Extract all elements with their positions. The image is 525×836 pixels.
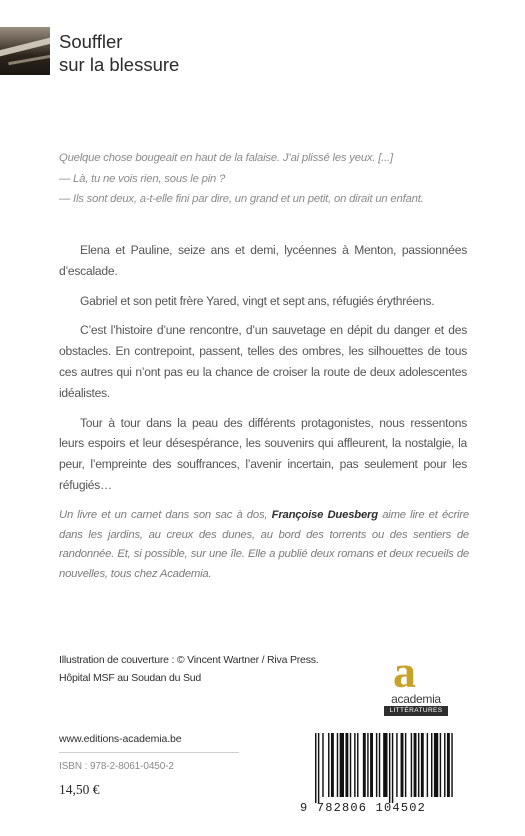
barcode-bar — [421, 733, 424, 797]
barcode-bar — [367, 733, 368, 797]
blurb-paragraph-4: Tour à tour dans la peau des différents protagonistes, nous ressentons leurs espoirs et leur désespérance, les souvenirs qui affleurent, la nostalgie, la peur, l’empreinte des souffrances, l’avenir incertain, pas seulement pour les réfugiés… — [59, 415, 467, 492]
barcode-bar — [392, 733, 393, 803]
publisher-website: www.editions-academia.be — [59, 733, 182, 745]
barcode-bar — [401, 733, 404, 797]
barcode-bar — [345, 733, 348, 797]
barcode-bar — [389, 733, 390, 803]
barcode-bar — [376, 733, 377, 797]
barcode-image — [313, 733, 455, 803]
barcode-bar — [414, 733, 417, 797]
blurb — [59, 240, 467, 505]
barcode-bar — [331, 733, 334, 797]
publisher-logo — [381, 646, 451, 717]
title-line-2: sur la blessure — [59, 54, 180, 75]
excerpt-quote — [59, 148, 459, 210]
logo-subtitle: LITTÉRATURES — [384, 706, 448, 716]
credit-line-2: Hôpital MSF au Soudan du Sud — [59, 671, 202, 684]
barcode-bar — [322, 733, 323, 797]
author-bio-rest: aime lire et écrire dans les jardins, au creux des dunes, au bord des torrents ou des sentiers de randonnée. Et, si possible, sur une île. Elle a publié deux romans et deux recueils de nouvelles, tous chez Academia. — [59, 509, 469, 580]
cover-thumbnail-image — [0, 27, 50, 75]
author-bio-intro: Un livre et un carnet dans son sac à dos, — [59, 509, 272, 521]
title-line-1: Souffler — [59, 31, 123, 52]
blurb-paragraph-2: Gabriel et son petit frère Yared, vingt et sept ans, réfugiés érythréens. — [80, 293, 435, 308]
logo-letter: a — [393, 646, 416, 697]
quote-line-3: — Ils sont deux, a-t-elle fini par dire, un grand et un petit, on dirait un enfant. — [59, 193, 424, 205]
barcode-bar — [447, 733, 450, 797]
logo-word: academia — [391, 692, 441, 706]
cover-credits — [59, 652, 359, 687]
isbn: ISBN : 978-2-8061-0450-2 — [59, 761, 174, 772]
barcode-bar — [350, 733, 351, 797]
price: 14,50 € — [59, 782, 100, 797]
barcode-bar — [451, 733, 452, 797]
barcode-bar — [444, 733, 445, 797]
barcode-bar — [418, 733, 419, 797]
author-name: Françoise Duesberg — [271, 509, 378, 521]
quote-line-1: Quelque chose bougeait en haut de la falaise. J’ai plissé les yeux. [...] — [59, 152, 393, 164]
barcode-bar — [328, 733, 329, 797]
barcode-bar — [318, 733, 319, 803]
barcode-bar — [440, 733, 441, 797]
barcode-bar — [383, 733, 387, 797]
barcode-bar — [431, 733, 432, 797]
barcode-bar — [405, 733, 406, 797]
barcode-bar — [354, 733, 355, 797]
divider — [59, 752, 239, 753]
barcode-bar — [411, 733, 412, 797]
author-bio — [59, 506, 469, 584]
blurb-paragraph-3: C’est l’histoire d’une rencontre, d’un sauvetage en dépit du danger et des obstacles. En contrepoint, passent, telles des ombres, les silhouettes de tous ces autres qui n’ont pas eu la chance de croiser la route de deux adolescentes idéalistes. — [59, 323, 467, 400]
barcode-bar — [370, 733, 373, 797]
barcode-bar — [315, 733, 316, 803]
barcode-number: 9 782806 104502 — [300, 801, 427, 815]
barcode-bar — [363, 733, 366, 797]
barcode-bar — [337, 733, 338, 797]
barcode-bar — [357, 733, 358, 797]
barcode-bar — [427, 733, 428, 797]
credit-line-1: Illustration de couverture : © Vincent Wartner / Riva Press. — [59, 654, 319, 666]
quote-line-2: — Là, tu ne vois rien, sous le pin ? — [59, 172, 226, 185]
barcode-bar — [340, 733, 344, 797]
blurb-paragraph-1: Elena et Pauline, seize ans et demi, lycéennes à Menton, passionnées d’escalade. — [59, 243, 467, 278]
barcode-bar — [379, 733, 380, 797]
barcode-bar — [396, 733, 397, 797]
barcode-bar — [434, 733, 438, 797]
book-title — [59, 30, 179, 76]
